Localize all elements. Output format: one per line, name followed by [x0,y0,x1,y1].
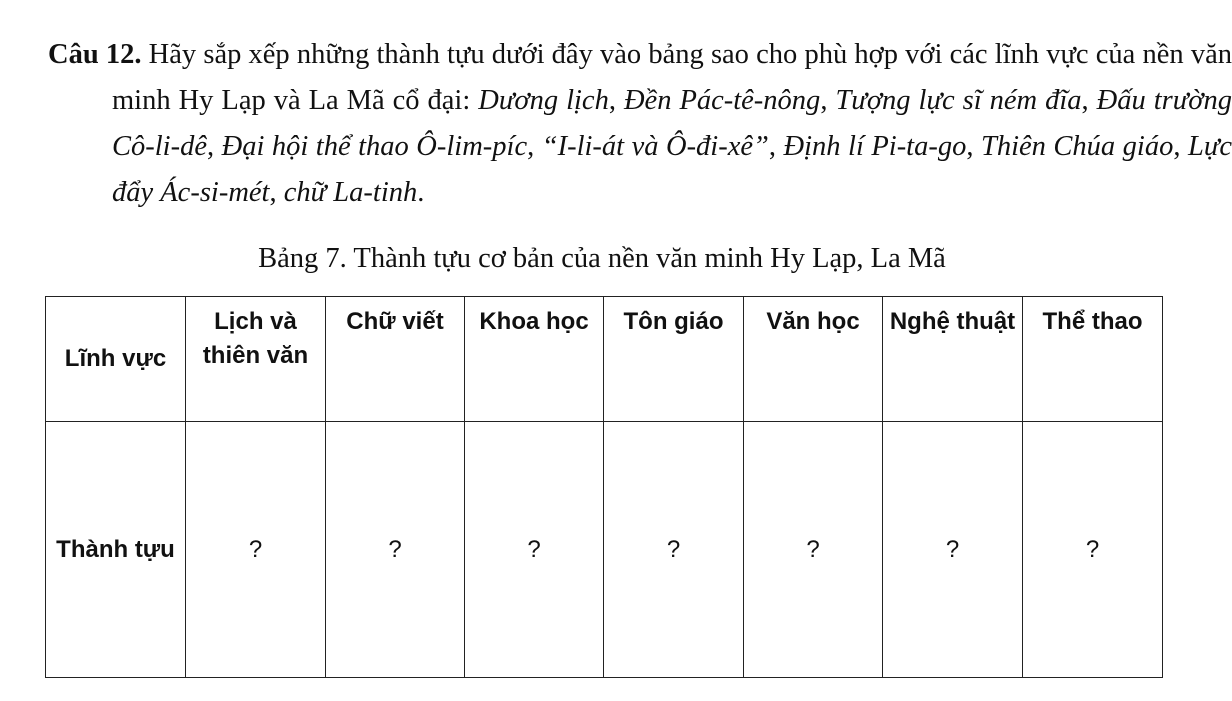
column-header: Tôn giáo [604,297,744,422]
achievement-item: Tượng lực sĩ ném đĩa [835,85,1082,116]
column-header: Văn học [744,297,883,422]
answer-cell: ? [465,422,604,678]
question-end: . [417,177,425,208]
achievement-item: chữ La-tinh [283,177,418,208]
achievement-item: Đền Pác-tê-nông [623,85,821,116]
achievement-item: Thiên Chúa giáo [980,131,1174,162]
column-header: Khoa học [465,297,604,422]
separator: , [966,131,981,162]
separator: , [527,131,542,162]
column-header: Lịch và thiên văn [186,297,326,422]
separator: , [1081,85,1097,116]
separator: , [269,177,284,208]
achievement-item: Định lí Pi-ta-go [783,131,967,162]
separator: , [768,131,784,162]
header-field-label: Lĩnh vực [46,297,186,422]
question-intro: Hãy sắp xếp những thành tựu dưới đây vào bảng sao cho phù hợp với các lĩnh vực của nền văn minh Hy Lạp và La Mã cổ đại: [112,39,1232,116]
answer-cell: ? [1023,422,1163,678]
achievements-table [45,296,1163,678]
achievement-item: Lực đẩy Ác-si-mét [112,131,1232,208]
question-text [48,32,1232,216]
column-header: Chữ viết [326,297,465,422]
table-row [46,422,1163,678]
achievement-item: “I-li-át và Ô-đi-xê” [541,131,769,162]
achievement-item: Đấu trường Cô-li-dê [112,85,1232,162]
row-label: Thành tựu [46,422,186,678]
answer-cell: ? [186,422,326,678]
separator: , [608,85,624,116]
achievement-item: Dương lịch [478,85,609,116]
answer-cell: ? [744,422,883,678]
answer-cell: ? [326,422,465,678]
separator: , [820,85,836,116]
header-row [46,297,1163,422]
table-caption: Bảng 7. Thành tựu cơ bản của nền văn minh Hy Lạp, La Mã [258,243,946,274]
separator: , [206,131,222,162]
achievement-item: Đại hội thể thao Ô-lim-píc [221,131,528,162]
column-header: Nghệ thuật [883,297,1023,422]
question-number: Câu 12. [48,39,142,70]
column-header: Thể thao [1023,297,1163,422]
separator: , [1173,131,1188,162]
answer-cell: ? [604,422,744,678]
answer-cell: ? [883,422,1023,678]
